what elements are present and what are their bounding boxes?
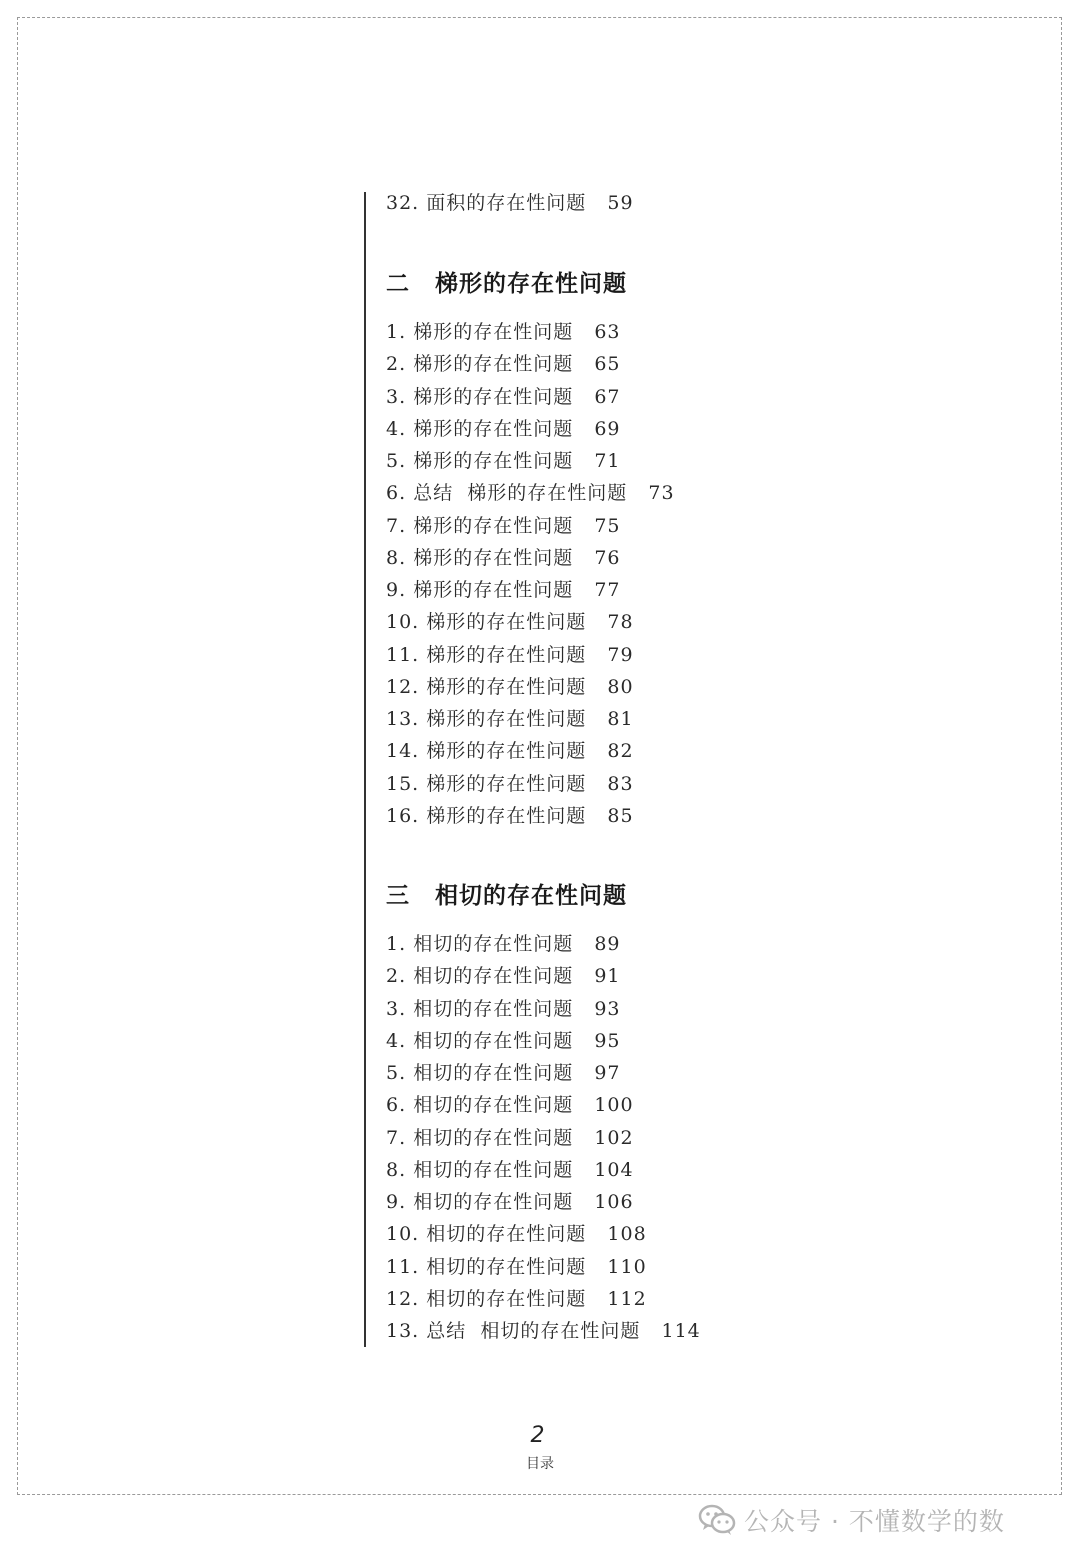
toc-entry-title: 梯形的存在性问题 <box>426 804 587 827</box>
toc-entry[interactable] <box>386 1287 647 1311</box>
toc-entry-title: 相切的存在性问题 <box>413 997 574 1020</box>
toc-entry-page: 73 <box>648 482 675 505</box>
toc-entry-page: 77 <box>594 579 621 601</box>
toc-entry-page: 82 <box>607 740 634 763</box>
toc-entry-number: 4. <box>386 1029 407 1052</box>
toc-entry-number: 3. <box>386 997 407 1020</box>
toc-entry-number: 11. <box>386 643 420 666</box>
toc-entry-title: 梯形的存在性问题 <box>413 321 574 343</box>
toc-entry[interactable] <box>386 772 634 796</box>
section-number: 二 <box>386 271 410 297</box>
toc-entry-page: 106 <box>594 1191 634 1213</box>
page-number: 2 <box>530 1423 545 1448</box>
toc-entry-title: 相切的存在性问题 <box>426 1255 587 1278</box>
toc-entry[interactable] <box>386 707 634 731</box>
toc-entry[interactable] <box>386 1255 647 1279</box>
toc-entry[interactable] <box>386 191 634 215</box>
toc-entry-number: 5. <box>386 1062 407 1084</box>
toc-entry-number: 2. <box>386 353 407 376</box>
toc-entry-number: 16. <box>386 804 420 827</box>
toc-entry-page: 97 <box>594 1062 621 1084</box>
toc-entry-number: 10. <box>386 611 420 634</box>
toc-entry-page: 69 <box>594 417 621 440</box>
toc-entry[interactable] <box>386 739 634 763</box>
toc-entry-number: 15. <box>386 772 420 795</box>
toc-entry[interactable] <box>386 514 621 538</box>
toc-entry[interactable] <box>386 1158 634 1182</box>
toc-entry-page: 112 <box>607 1287 647 1310</box>
toc-entry[interactable] <box>386 1061 621 1085</box>
toc-entry-page: 95 <box>594 1029 621 1052</box>
toc-entry[interactable] <box>386 610 634 634</box>
toc-entry-page: 104 <box>594 1158 634 1181</box>
toc-entry-number: 1. <box>386 933 407 955</box>
toc-entry[interactable] <box>386 1190 634 1214</box>
toc-entry-number: 11. <box>386 1255 420 1278</box>
toc-entry-title: 总结 梯形的存在性问题 <box>413 482 628 505</box>
toc-entry-number: 3. <box>386 385 407 408</box>
toc-entry-number: 13. <box>386 708 420 730</box>
toc-entry[interactable] <box>386 643 634 667</box>
toc-entry-title: 相切的存在性问题 <box>413 1094 574 1117</box>
toc-entry[interactable] <box>386 385 621 409</box>
toc-entry-title: 相切的存在性问题 <box>413 965 574 988</box>
toc-entry-number: 32. <box>386 192 420 214</box>
toc-entry-number: 7. <box>386 514 407 537</box>
toc-entry[interactable] <box>386 1222 647 1246</box>
toc-entry[interactable] <box>386 804 634 828</box>
toc-entry-page: 110 <box>607 1255 647 1278</box>
toc-entry-page: 91 <box>594 965 621 988</box>
toc-entry-number: 14. <box>386 740 420 763</box>
toc-entry-title: 梯形的存在性问题 <box>413 417 574 440</box>
toc-entry-page: 85 <box>607 804 634 827</box>
toc-entry[interactable] <box>386 481 675 505</box>
toc-entry-number: 10. <box>386 1223 420 1246</box>
toc-entry[interactable] <box>386 675 634 699</box>
toc-vertical-rule <box>364 192 366 1347</box>
toc-entry[interactable] <box>386 964 621 988</box>
toc-entry-number: 8. <box>386 1158 407 1181</box>
toc-entry-number: 12. <box>386 675 420 698</box>
toc-entry[interactable] <box>386 578 621 602</box>
toc-entry-number: 4. <box>386 417 407 440</box>
toc-entry-page: 63 <box>594 321 621 343</box>
toc-entry-page: 67 <box>594 385 621 408</box>
toc-entry[interactable] <box>386 1126 634 1150</box>
toc-entry[interactable] <box>386 546 621 570</box>
toc-entry-page: 89 <box>594 933 621 955</box>
toc-entry-title: 梯形的存在性问题 <box>413 546 574 569</box>
watermark <box>698 1502 1005 1538</box>
toc-entry-number: 6. <box>386 482 407 505</box>
toc-entry-title: 梯形的存在性问题 <box>426 611 587 634</box>
toc-entry-number: 2. <box>386 965 407 988</box>
watermark-text: 公众号 · 不懂数学的数 <box>744 1507 1005 1536</box>
section-heading-trapezoid[interactable] <box>386 269 627 299</box>
toc-entry-page: 78 <box>607 611 634 634</box>
toc-entry[interactable] <box>386 417 621 441</box>
toc-entry-number: 7. <box>386 1126 407 1149</box>
toc-entry-number: 5. <box>386 450 407 472</box>
toc-entry-title: 梯形的存在性问题 <box>426 740 587 763</box>
toc-entry-page: 75 <box>594 514 621 537</box>
section-number: 三 <box>386 883 410 909</box>
toc-entry[interactable] <box>386 449 621 473</box>
toc-entry-title: 相切的存在性问题 <box>413 1062 574 1084</box>
section-title: 相切的存在性问题 <box>435 883 627 909</box>
toc-entry-number: 13. <box>386 1320 420 1342</box>
toc-entry[interactable] <box>386 932 621 956</box>
toc-entry[interactable] <box>386 997 621 1021</box>
toc-entry-page: 108 <box>607 1223 647 1246</box>
toc-entry-page: 83 <box>607 772 634 795</box>
toc-entry-title: 梯形的存在性问题 <box>426 772 587 795</box>
toc-entry-title: 面积的存在性问题 <box>426 192 587 214</box>
toc-entry-page: 100 <box>594 1094 634 1117</box>
toc-entry[interactable] <box>386 352 621 376</box>
toc-entry-title: 梯形的存在性问题 <box>413 353 574 376</box>
footer-label: 目录 <box>526 1456 554 1472</box>
toc-entry-page: 76 <box>594 546 621 569</box>
toc-entry-page: 81 <box>607 708 634 730</box>
toc-entry-number: 9. <box>386 579 407 601</box>
toc-entry-number: 9. <box>386 1191 407 1213</box>
section-title: 梯形的存在性问题 <box>435 271 627 297</box>
toc-entry-title: 梯形的存在性问题 <box>413 579 574 601</box>
toc-entry-page: 79 <box>607 643 634 666</box>
section-heading-tangent[interactable] <box>386 881 627 911</box>
toc-entry-title: 相切的存在性问题 <box>413 1126 574 1149</box>
toc-entry-title: 相切的存在性问题 <box>426 1287 587 1310</box>
toc-entry[interactable] <box>386 1029 621 1053</box>
toc-entry[interactable] <box>386 1319 701 1343</box>
toc-entry-title: 总结 相切的存在性问题 <box>426 1320 641 1342</box>
toc-entry-title: 梯形的存在性问题 <box>413 385 574 408</box>
toc-entry-title: 相切的存在性问题 <box>413 1191 574 1213</box>
toc-entry-page: 114 <box>661 1320 701 1342</box>
wechat-icon <box>698 1504 736 1536</box>
toc-entry-title: 相切的存在性问题 <box>413 1158 574 1181</box>
toc-entry-number: 12. <box>386 1287 420 1310</box>
toc-entry-page: 102 <box>594 1126 634 1149</box>
toc-entry-title: 梯形的存在性问题 <box>413 514 574 537</box>
toc-entry-title: 梯形的存在性问题 <box>426 708 587 730</box>
toc-entry-page: 59 <box>607 192 634 214</box>
toc-entry-page: 65 <box>594 353 621 376</box>
toc-entry-title: 梯形的存在性问题 <box>413 450 574 472</box>
toc-entry[interactable] <box>386 1093 634 1117</box>
toc-entry-number: 8. <box>386 546 407 569</box>
toc-entry-number: 1. <box>386 321 407 343</box>
toc-entry-title: 梯形的存在性问题 <box>426 643 587 666</box>
toc-entry-title: 相切的存在性问题 <box>413 1029 574 1052</box>
toc-entry-page: 80 <box>607 675 634 698</box>
toc-entry[interactable] <box>386 320 621 344</box>
toc-entry-page: 93 <box>594 997 621 1020</box>
toc-entry-number: 6. <box>386 1094 407 1117</box>
toc-entry-title: 相切的存在性问题 <box>426 1223 587 1246</box>
toc-entry-title: 梯形的存在性问题 <box>426 675 587 698</box>
toc-entry-title: 相切的存在性问题 <box>413 933 574 955</box>
toc-entry-page: 71 <box>594 450 621 472</box>
